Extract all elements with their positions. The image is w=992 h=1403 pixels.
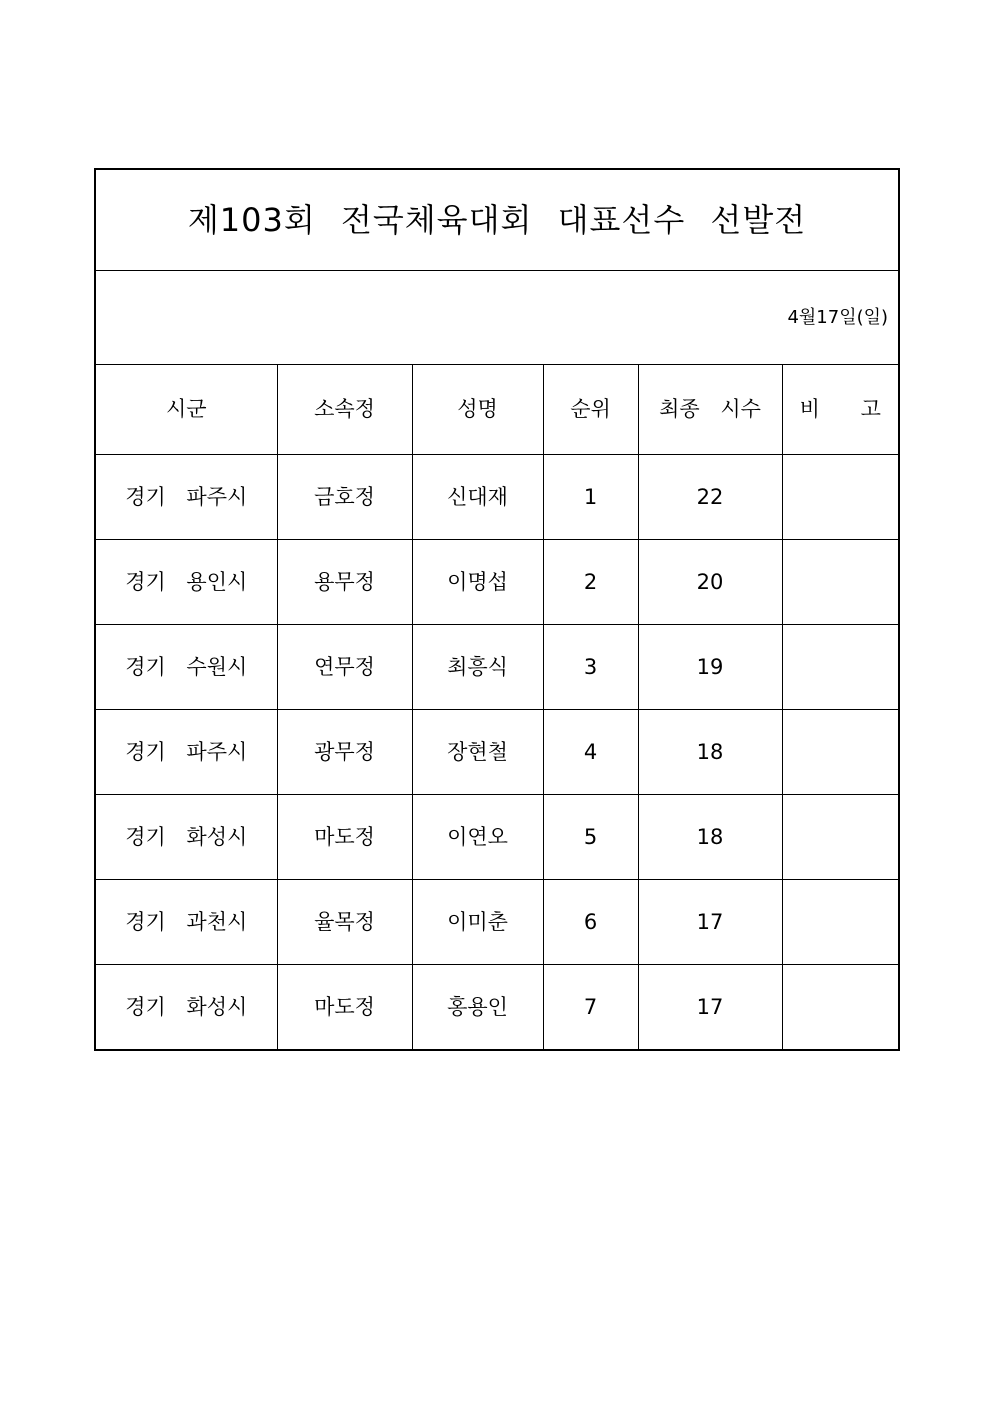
cell-remark (782, 540, 899, 625)
cell-city: 경기 과천시 (95, 880, 277, 965)
cell-rank: 6 (543, 880, 638, 965)
cell-rank: 2 (543, 540, 638, 625)
cell-score: 20 (638, 540, 782, 625)
cell-rank: 3 (543, 625, 638, 710)
document-title: 제103회 전국체육대회 대표선수 선발전 (95, 169, 899, 271)
cell-remark (782, 795, 899, 880)
cell-city: 경기 화성시 (95, 795, 277, 880)
cell-club: 연무정 (277, 625, 412, 710)
cell-score: 17 (638, 965, 782, 1051)
cell-club: 마도정 (277, 965, 412, 1051)
cell-name: 이명섭 (412, 540, 543, 625)
cell-score: 22 (638, 455, 782, 540)
cell-name: 장현철 (412, 710, 543, 795)
cell-remark (782, 455, 899, 540)
table-row (95, 795, 899, 880)
cell-score: 17 (638, 880, 782, 965)
cell-city: 경기 화성시 (95, 965, 277, 1051)
header-rank: 순위 (543, 365, 638, 455)
header-remark: 비 고 (782, 365, 899, 455)
cell-remark (782, 880, 899, 965)
cell-city: 경기 수원시 (95, 625, 277, 710)
cell-city: 경기 파주시 (95, 455, 277, 540)
cell-rank: 5 (543, 795, 638, 880)
cell-city: 경기 용인시 (95, 540, 277, 625)
cell-remark (782, 965, 899, 1051)
cell-rank: 4 (543, 710, 638, 795)
cell-name: 홍용인 (412, 965, 543, 1051)
header-name: 성명 (412, 365, 543, 455)
table-row (95, 455, 899, 540)
cell-name: 최흥식 (412, 625, 543, 710)
cell-rank: 7 (543, 965, 638, 1051)
cell-remark (782, 710, 899, 795)
table-row (95, 880, 899, 965)
table-row (95, 965, 899, 1051)
cell-rank: 1 (543, 455, 638, 540)
cell-club: 율목정 (277, 880, 412, 965)
table-row (95, 625, 899, 710)
table-row (95, 540, 899, 625)
table-row (95, 710, 899, 795)
cell-score: 18 (638, 710, 782, 795)
cell-name: 신대재 (412, 455, 543, 540)
cell-city: 경기 파주시 (95, 710, 277, 795)
cell-club: 용무정 (277, 540, 412, 625)
header-city: 시군 (95, 365, 277, 455)
cell-name: 이연오 (412, 795, 543, 880)
cell-club: 광무정 (277, 710, 412, 795)
header-club: 소속정 (277, 365, 412, 455)
cell-name: 이미춘 (412, 880, 543, 965)
event-date: 4월17일(일) (95, 271, 899, 365)
cell-score: 19 (638, 625, 782, 710)
selection-results-table (94, 168, 900, 1051)
cell-remark (782, 625, 899, 710)
cell-club: 마도정 (277, 795, 412, 880)
table-header-row (95, 365, 899, 455)
cell-club: 금호정 (277, 455, 412, 540)
header-final-score: 최종 시수 (638, 365, 782, 455)
cell-score: 18 (638, 795, 782, 880)
